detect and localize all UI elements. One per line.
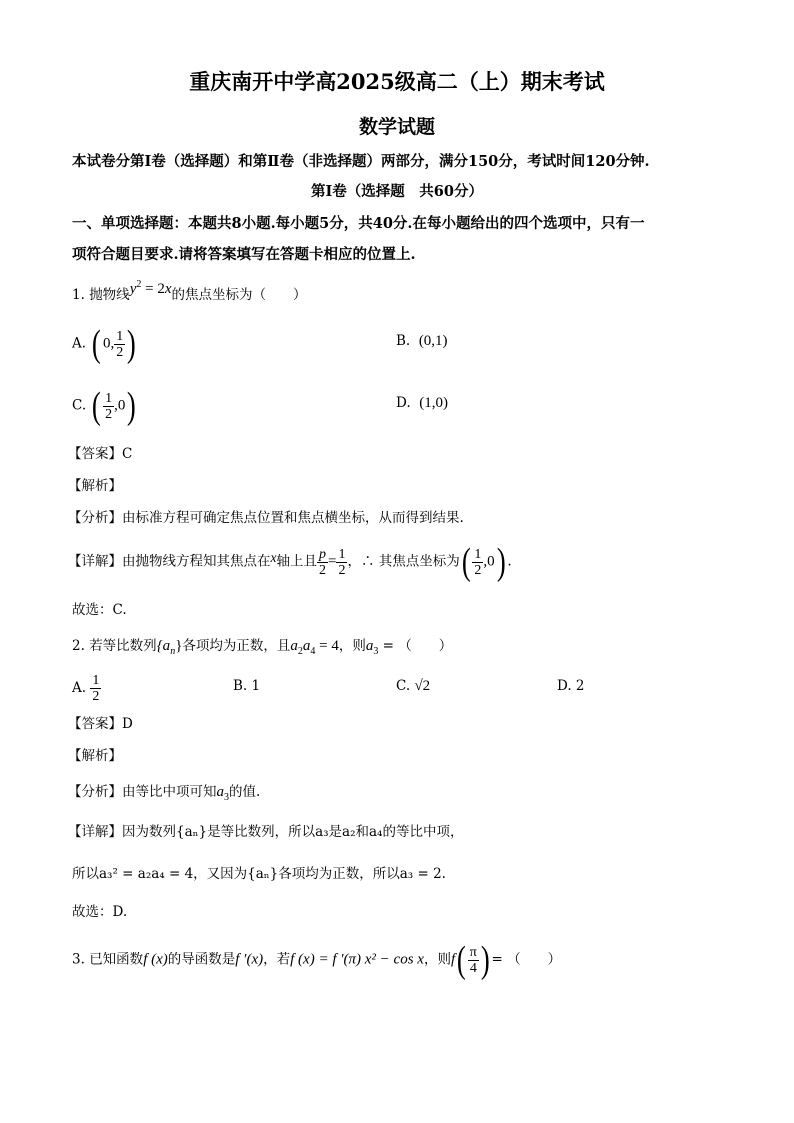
- question-2-answer: 【答案】D: [68, 716, 133, 732]
- question-2-stem: 2. 若等比数列$\{a_n\}$各项均为正数，且$a_2a_4 = 4$，则$a_3$ = （ ）: [72, 638, 453, 657]
- question-2-detail-line2: 所以a₃² = a₂a₄ = 4，又因为{aₙ}各项均为正数，所以a₃ = 2.: [72, 866, 446, 882]
- question-2-conclusion: 故选：D.: [72, 904, 128, 920]
- subject-title: 数学试题: [358, 116, 435, 138]
- question-1-stem-pre: 抛物线: [89, 287, 130, 303]
- question-1-answer: 【答案】C: [68, 446, 133, 462]
- exam-title: 重庆南开中学高2025级高二（上）期末考试: [189, 69, 605, 94]
- question-1-fenxi: 【分析】由标准方程可确定焦点位置和焦点横坐标，从而得到结果.: [68, 510, 464, 526]
- question-1-analysis-tag: 【解析】: [68, 478, 122, 494]
- section-instructions-line2: 项符合题目要求.请将答案填写在答题卡相应的位置上.: [72, 246, 416, 263]
- question-1-conclusion: 故选：C.: [72, 602, 127, 618]
- question-2-fenxi: 【分析】由等比中项可知$a_3$的值.: [68, 784, 261, 803]
- question-1-option-d: D. (1,0): [396, 395, 448, 411]
- question-1-stem: [72, 279, 307, 304]
- question-1-option-a: A. ( 0, $\frac{1}{2}$ ): [72, 323, 137, 365]
- question-2-option-c: C. √2: [396, 678, 431, 694]
- question-2-option-b: B. 1: [233, 678, 261, 694]
- question-1-detail: 【详解】由抛物线方程知其焦点在x轴上且 $\frac{p}{2}$ = $\frac{1}{2}$ ，∴ 其焦点坐标为( $\frac{1}{2}$ ,0) .: [68, 541, 512, 583]
- exam-intro: 本试卷分第Ⅰ卷（选择题）和第Ⅱ卷（非选择题）两部分，满分150分，考试时间120分钟.: [72, 153, 650, 170]
- question-1-equation: $y^2 = 2x$: [129, 279, 172, 297]
- question-1-stem-post: 的焦点坐标为（ ）: [171, 287, 307, 303]
- part-one-heading: 第Ⅰ卷（选择题 共60分）: [311, 183, 483, 200]
- question-2-analysis-tag: 【解析】: [68, 748, 122, 764]
- question-2-option-d: D. 2: [557, 678, 585, 694]
- question-3-stem: 3. 已知函数f (x)的导函数是f ′(x)，若f (x) = f ′(π) x² − cos x，则f( $\frac{\pi}{4}$ ) = （ ）: [72, 939, 562, 981]
- question-2-detail: 【详解】因为数列{aₙ}是等比数列，所以a₃是a₂和a₄的等比中项，: [68, 824, 464, 840]
- section-instructions-line1: 一、单项选择题：本题共8小题.每小题5分，共40分.在每小题给出的四个选项中，只有一: [72, 215, 645, 232]
- question-1-option-c: C. ( $\frac{1}{2}$ ,0): [72, 385, 137, 427]
- question-1-number: 1.: [72, 287, 85, 303]
- question-2-option-a: A. $\frac{1}{2}$: [72, 673, 100, 704]
- question-1-option-b: B. (0,1): [396, 333, 448, 349]
